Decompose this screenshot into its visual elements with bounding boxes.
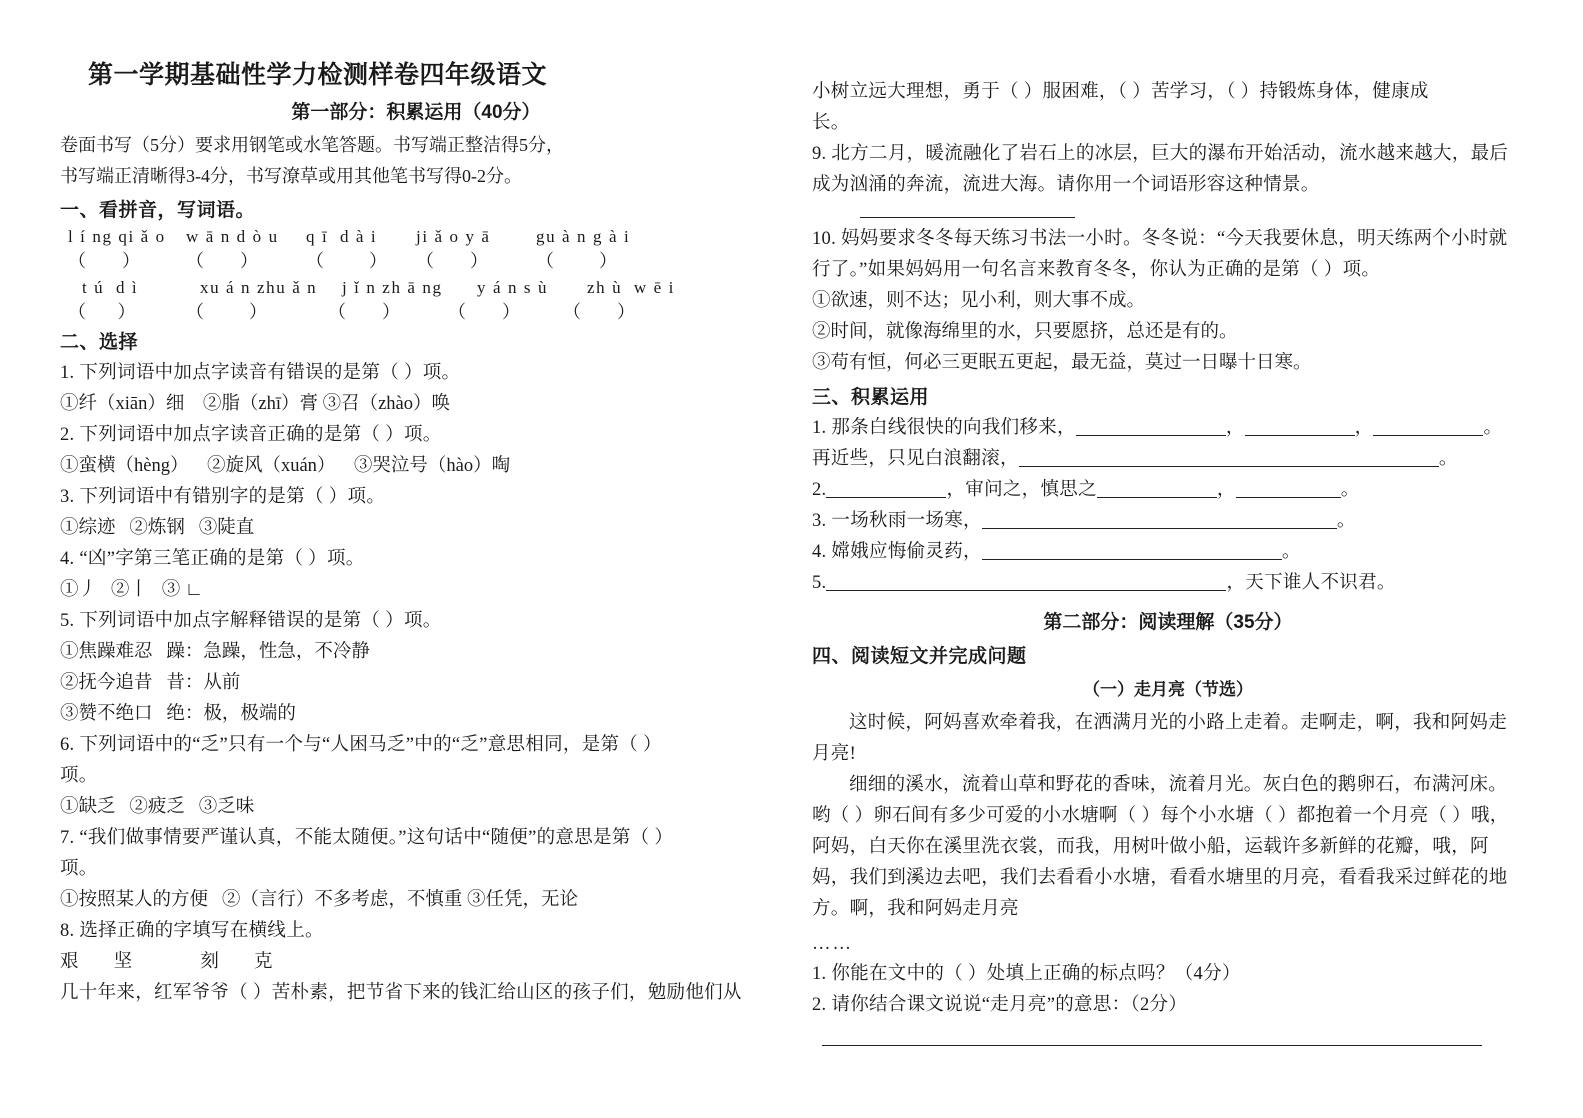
question-1-stem: [60, 358, 772, 389]
question-text: “我们做事情要严谨认真，不能太随便。”这句话中“随便”的意思是第（ ）: [79, 828, 674, 848]
answer-parentheses[interactable]: （ ）: [186, 251, 258, 271]
pinyin-cell: gu à n g à i: [536, 227, 631, 246]
question-text: “凶”字第三笔正确的是第（ ）项。: [79, 549, 365, 569]
question-2-options[interactable]: ①蛮横（hèng） ②旋风（xuán） ③哭泣号（hào）啕: [60, 456, 511, 476]
answer-blank[interactable]: [1373, 419, 1483, 436]
question-number: 3.: [60, 487, 75, 507]
question-3-stem: [60, 482, 772, 513]
question-7-stem: [60, 823, 772, 854]
pinyin-row-2: [60, 278, 772, 298]
question-6-stem: [60, 730, 772, 761]
fill-blank-item-3: [812, 506, 1524, 537]
question-text: 下列词语中加点字读音正确的是第（ ）项。: [79, 425, 442, 445]
pinyin-cell: j ǐ n zh ā ng: [342, 278, 443, 297]
pinyin-cell: q ī d à i: [306, 227, 378, 246]
item-tail: 。: [1281, 542, 1301, 562]
question-number: 10.: [812, 229, 837, 249]
item-tail: 。: [1340, 480, 1360, 500]
answer-blank[interactable]: [982, 543, 1282, 560]
question-1-options[interactable]: ①纤（xiān）细 ②脂（zhī）膏 ③召（zhào）唤: [60, 394, 451, 414]
two-column-layout: [60, 55, 1523, 1098]
item-number: 2.: [812, 480, 827, 500]
item-mid: ，: [1216, 480, 1236, 500]
reading-question-2-answer-line[interactable]: [822, 1045, 1482, 1046]
question-number: 8.: [60, 921, 75, 941]
answer-parentheses[interactable]: （ ）: [68, 302, 136, 322]
question-8-body-line-2: 小树立远大理想，勇于（ ）服困难，（ ）苦学习，（ ）持锻炼身体，健康成: [812, 82, 1429, 102]
question-5-stem: [60, 606, 772, 637]
pinyin-row-1: [60, 227, 772, 247]
question-10-stem-line-2: 行了。”如果妈妈用一句名言来教育冬冬，你认为正确的是第（ ）项。: [812, 260, 1381, 280]
item-text: 那条白线很快的向我们移来，: [831, 418, 1076, 438]
fill-blank-item-4: [812, 537, 1524, 568]
answer-paren-row-2: [60, 298, 772, 324]
answer-blank[interactable]: [826, 574, 1226, 591]
question-5-option-2[interactable]: ②抚今追昔 昔：从前: [60, 673, 241, 693]
question-number: 4.: [60, 549, 75, 569]
passage-paragraph-1: 这时候，阿妈喜欢牵着我，在洒满月光的小路上走着。走啊走，啊，我和阿妈走月亮!: [812, 713, 1508, 764]
answer-blank[interactable]: [1245, 419, 1355, 436]
item-tail: ，天下谁人不识君。: [1226, 573, 1396, 593]
question-10-option-2[interactable]: ②时间，就像海绵里的水，只要愿挤，总还是有的。: [812, 322, 1238, 342]
question-4-stem: [60, 544, 772, 575]
question-number: 5.: [60, 611, 75, 631]
answer-blank[interactable]: [1097, 481, 1217, 498]
item-number: 5.: [812, 573, 827, 593]
question-4-options[interactable]: ①丿 ②丨 ③ ∟: [60, 580, 203, 600]
passage-paragraph-2: 细细的溪水，流着山草和野花的香味，流着月光。灰白色的鹅卵石，布满河床。哟（ ）卵石间有多少可爱的小水塘啊（ ）每个小水塘（ ）都抱着一个月亮（ ）哦，阿妈，白天你在溪里洗衣裳，而我，用树叶做小船，运载许多新鲜的花瓣，哦，阿妈，我们到溪边去吧，我们去看看小水塘，看看水塘里的月亮，看看我采过鲜花的地方。啊，我和阿妈走月亮: [812, 775, 1509, 919]
answer-parentheses[interactable]: （ ）: [563, 302, 635, 322]
question-8-stem: [60, 916, 772, 947]
question-text: 下列词语中的“乏”只有一个与“人困马乏”中的“乏”意思相同，是第（ ）: [79, 735, 662, 755]
section-four-heading: 四、阅读短文并完成问题: [812, 646, 1027, 667]
question-number: 1.: [60, 363, 75, 383]
question-number: 9.: [812, 144, 827, 164]
answer-blank[interactable]: [1076, 419, 1226, 436]
answer-blank[interactable]: [1019, 450, 1439, 467]
question-2-stem: [60, 420, 772, 451]
left-column: [60, 55, 772, 1098]
fill-blank-item-2: [812, 475, 1524, 506]
pinyin-cell: ji ǎ o y ā: [416, 227, 491, 246]
question-10-option-1[interactable]: ①欲速，则不达；见小利，则大事不成。: [812, 291, 1146, 311]
answer-parentheses[interactable]: （ ）: [186, 302, 267, 322]
fill-blank-item-1: 1. 那条白线很快的向我们移来， ， ， 。: [812, 418, 1503, 438]
question-7-options[interactable]: ①按照某人的方便 ②（言行）不多考虑，不慎重 ③任凭，无论: [60, 890, 579, 910]
page-title: 第一学期基础性学力检测样卷四年级语文: [88, 61, 548, 89]
answer-parentheses[interactable]: （ ）: [306, 251, 387, 271]
question-text: 妈妈要求冬冬每天练习书法一小时。冬冬说：“今天我要休息，明天练两个小时就: [840, 229, 1508, 249]
section-one-heading: 一、看拼音，写词语。: [60, 200, 256, 221]
question-10-option-3[interactable]: ③苟有恒，何必三更眠五更起，最无益，莫过一日曝十日寒。: [812, 353, 1312, 373]
reading-question-2: 2. 请你结合课文说说“走月亮”的意思：（2分）: [812, 995, 1188, 1015]
item-tail: 。: [1483, 418, 1503, 438]
passage-title: （一）走月亮（节选）: [1083, 680, 1253, 699]
fill-blank-item-1-line-2: [812, 444, 1524, 475]
pinyin-cell: zh ù w ē i: [587, 278, 675, 297]
answer-paren-row-1: [60, 247, 772, 273]
fill-blank-item-5: [812, 568, 1524, 599]
part-one-title: 第一部分：积累运用（40分）: [291, 102, 541, 123]
answer-blank[interactable]: [982, 512, 1337, 529]
question-5-option-3[interactable]: ③赞不绝口 绝：极，极端的: [60, 704, 296, 724]
question-8-body-line-3: 长。: [812, 113, 850, 133]
answer-parentheses[interactable]: （ ）: [536, 251, 617, 271]
question-text: 下列词语中加点字解释错误的是第（ ）项。: [79, 611, 442, 631]
answer-blank[interactable]: [826, 481, 946, 498]
right-column: [812, 55, 1524, 1098]
question-6-options[interactable]: ①缺乏 ②疲乏 ③乏味: [60, 797, 255, 817]
answer-parentheses[interactable]: （ ）: [328, 302, 400, 322]
question-10-stem-line-1: [812, 224, 1524, 255]
question-9-stem-line-2: 成为汹涌的奔流，流进大海。请你用一个词语形容这种情景。: [812, 175, 1320, 195]
item-tail: 。: [1336, 511, 1356, 531]
question-3-options[interactable]: ①综迹 ②炼钢 ③陡直: [60, 518, 255, 538]
item-number: 1.: [812, 418, 827, 438]
item-text: 再近些，只见白浪翻滚，: [812, 449, 1019, 469]
question-number: 7.: [60, 828, 75, 848]
writing-note-line-1: 卷面书写（5分）要求用钢笔或水笔答题。书写端正整洁得5分，: [60, 135, 564, 155]
answer-parentheses[interactable]: （ ）: [448, 302, 520, 322]
passage-ellipsis: ……: [812, 934, 853, 954]
question-number: 2.: [60, 425, 75, 445]
reading-question-1: 1. 你能在文中的（ ）处填上正确的标点吗？（4分）: [812, 964, 1241, 984]
pinyin-cell: xu á n zhu ǎ n: [200, 278, 318, 297]
question-text: 下列词语中加点字读音有错误的是第（ ）项。: [79, 363, 461, 383]
question-7-stem-continued: 项。: [60, 859, 98, 879]
pinyin-cell: l í ng qi ǎ o: [68, 227, 166, 246]
question-5-option-1[interactable]: ①焦躁难忍 躁：急躁，性急，不冷静: [60, 642, 370, 662]
question-6-stem-continued: 项。: [60, 766, 98, 786]
question-text: 下列词语中有错别字的是第（ ）项。: [79, 487, 386, 507]
item-tail: 。: [1438, 449, 1458, 469]
item-number: 4.: [812, 542, 827, 562]
answer-blank[interactable]: [1236, 481, 1341, 498]
item-text: 嫦娥应悔偷灵药，: [831, 542, 982, 562]
writing-note-line-2: 书写端正清晰得3-4分，书写潦草或用其他笔书写得0-2分。: [60, 166, 522, 186]
question-text: 选择正确的字填写在横线上。: [79, 921, 324, 941]
question-text: 北方二月，暖流融化了岩石上的冰层，巨大的瀑布开始活动，流水越来越大，最后: [831, 144, 1509, 164]
question-9-answer-line[interactable]: [860, 217, 1075, 218]
item-text: ，审问之，慎思之: [946, 480, 1097, 500]
pinyin-cell: w ā n d ò u: [186, 227, 279, 246]
question-8-character-choices[interactable]: 艰 坚 刻 克: [60, 952, 275, 972]
section-two-heading: 二、选择: [60, 332, 139, 353]
pinyin-cell: y á n s ù: [477, 278, 549, 297]
answer-parentheses[interactable]: （ ）: [68, 251, 140, 271]
answer-parentheses[interactable]: （ ）: [416, 251, 488, 271]
question-9-stem-line-1: [812, 139, 1524, 170]
part-two-title: 第二部分：阅读理解（35分）: [1043, 612, 1293, 633]
section-three-heading: 三、积累运用: [812, 387, 930, 408]
question-number: 6.: [60, 735, 75, 755]
pinyin-cell: t ú d ì: [82, 278, 139, 297]
item-text: 一场秋雨一场寒，: [831, 511, 982, 531]
question-8-body-line-1: 几十年来，红军爷爷（ ）苦朴素，把节省下来的钱汇给山区的孩子们，勉励他们从: [60, 983, 742, 1003]
item-number: 3.: [812, 511, 827, 531]
